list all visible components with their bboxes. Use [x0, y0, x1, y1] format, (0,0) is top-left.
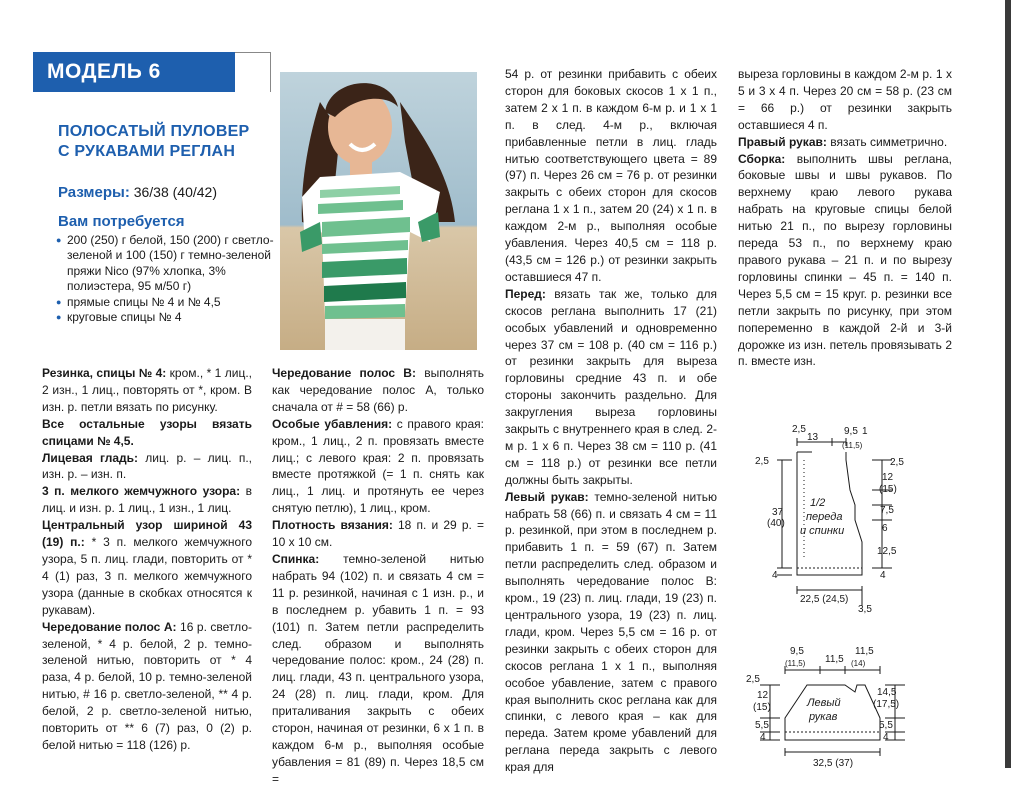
paragraph — [738, 134, 952, 151]
paragraph-text: в лиц. и изн. р. 1 лиц., 1 изн., 1 лиц. — [42, 484, 252, 516]
text-column-4 — [738, 66, 952, 370]
paragraph — [272, 365, 484, 416]
materials-item: ● прямые спицы № 4 и № 4,5 — [56, 295, 278, 310]
dim-label: 2,5 — [755, 456, 769, 467]
dim-label: 11,5 — [825, 654, 844, 665]
paragraph-heading: Перед: — [505, 286, 546, 301]
sizes — [58, 184, 217, 201]
dim-label: 2,5 — [746, 674, 760, 685]
dim-label: 13 — [807, 432, 819, 443]
paragraph — [42, 416, 252, 450]
paragraph-heading: Лицевая гладь: — [42, 450, 138, 465]
dim-label: 1 — [862, 426, 868, 437]
dim-label: (15) — [879, 484, 897, 495]
dim-label: 37 — [772, 507, 784, 518]
paragraph-heading: Сборка: — [738, 151, 786, 166]
dim-label: 12,5 — [877, 546, 897, 557]
paragraph — [505, 66, 717, 286]
dim-label: 12 — [882, 472, 894, 483]
page-edge — [1005, 0, 1011, 768]
dim-label: 14,5 — [877, 687, 897, 698]
paragraph-heading: Центральный узор шириной 43 (19) п.: — [42, 518, 252, 550]
pattern-title — [58, 122, 268, 162]
paragraph-text: темно-зеленой нитью набрать 58 (66) п. и связать 4 см = 11 р. резинкой, при этом в последнем р. прибавить 1 п. = 59 (67) п. Затем петли распределить след. образом и выполнять чередование полос В: кром., 19 (23) п. лиц. глади, 19 (23) п. центрального узора, 19 (23) п. лиц. глади, кром. Через 5,5 см = 16 р. от резинки закрыть с обеих сторон для скосов реглана 1 х 1 п., выполняя особое убавление, затем с правого края выполнить скос реглана как для спинки, с левого края – как для переда. Затем кроме убавлений для реглана переда закрыть с левого края для — [505, 489, 717, 775]
dim-label: 4 — [883, 732, 889, 743]
piece-label: 1/2 — [810, 497, 826, 509]
paragraph-text: вязать так же, только для скосов реглана выполнить 17 (21) особых убавлений и одновременно через 37 см = 108 р. (40 см = 116 р.) от резинки закрыть для выреза горловины средние 43 п. и обе стороны закончить раздельно. Для закругления выреза горловины закрыть с внутреннего края в след. 2-м р. 1 х 6 п. Через 38 см = 110 р. (41 см = 118 р.) от резинки все петли должны быть закрыты. — [505, 286, 717, 487]
model-photo — [280, 72, 477, 350]
dim-label: 11,5 — [855, 646, 874, 657]
paragraph-text: * 3 п. мелкого жемчужного узора, 5 п. лиц. глади, повторить от * 4 (1) раз, 3 п. мелкого жемчужного узора (данные в скобках относятся к рукавам). — [42, 535, 252, 617]
paragraph — [42, 517, 252, 618]
paragraph-heading: Правый рукав: — [738, 134, 827, 149]
piece-label: и спинки — [800, 525, 845, 537]
paragraph-text: вязать симметрично. — [826, 134, 948, 149]
piece-label: Левый — [807, 697, 841, 709]
paragraph-text: выполнять как чередование полос А, только сначала от # = 58 (66) р. — [272, 366, 485, 414]
dim-label: (17,5) — [873, 699, 900, 710]
dim-label: 9,5 — [790, 646, 804, 657]
text-column-3 — [505, 66, 717, 776]
paragraph — [505, 286, 717, 489]
dim-label: 22,5 (24,5) — [800, 594, 849, 605]
dim-label: (14) — [851, 659, 866, 668]
dim-label: 6 — [882, 523, 888, 534]
dim-label: 2,5 — [890, 457, 904, 468]
text-column-1 — [42, 365, 252, 754]
paragraph — [738, 151, 952, 371]
materials-item: ● круговые спицы № 4 — [56, 310, 278, 325]
paragraph — [42, 483, 252, 517]
materials-list — [56, 233, 278, 325]
paragraph-heading: Левый рукав: — [505, 489, 589, 504]
paragraph-text: 16 р. светло-зеленой, * 4 р. белой, 2 р. темно-зеленой нитью, повторить от * 4 раза, 4 р. белой, 10 р. темно-зеленой нитью, # 16 р. светло-зеленой, ** 4 р. белой, 2 р. светло-зеленой нитью, повторить от ** 6 (7) раз, 0 (2) р. белой нитью = 118 (126) р. — [42, 619, 252, 752]
materials-heading: Вам потребуется — [58, 213, 185, 230]
paragraph-text: темно-зеленой нитью набрать 94 (102) п. и связать 4 см = 11 р. резинкой, начиная с 1 изн. р., и в последнем р. убавить 1 п. = 93 (101) п. Затем петли распределить след. образом и выполнять чередование полос: кром., 24 (28) п. лиц. глади, 43 п. центрального узора, 24 (28) п. лиц. глади, кром. Для приталивания закрыть с обеих сторон, начиная от резинки, 6 х 1 п. в каждом 6-м р., выполняя особые убавления = 81 (89) п. Через 18,5 см = — [272, 551, 484, 786]
paragraph-heading: Все остальные узоры вязать спицами № 4,5. — [42, 416, 252, 448]
materials-item: ● 200 (250) г белой, 150 (200) г светло-зеленой и 100 (150) г темно-зеленой пряжи Nico (97% хлопка, 3% полиэстера, 95 м/50 г) — [56, 233, 278, 295]
dim-label: 4 — [760, 732, 766, 743]
dim-label: 5,5 — [879, 720, 893, 731]
title-line: С РУКАВАМИ РЕГЛАН — [58, 143, 236, 160]
dim-label: 32,5 (37) — [813, 758, 854, 768]
dim-label: (11,5) — [785, 659, 806, 668]
model-header: МОДЕЛЬ 6 — [33, 52, 235, 92]
paragraph-text: с правого края: кром., 1 лиц., 2 п. провязать вместе лиц.; с левого края: 2 п. провязать вместе протяжкой (= 1 п. снять как лиц., 1 лиц. и протянуть ее через снятую петлю), 1 лиц., кром. — [272, 416, 484, 516]
dim-label: 9,5 — [844, 426, 858, 437]
dim-label: 4 — [880, 570, 886, 581]
paragraph-heading: Плотность вязания: — [272, 518, 393, 533]
paragraph — [42, 365, 252, 416]
paragraph-text: кром., * 1 лиц., 2 изн., 1 лиц., повторять от *, кром. В изн. р. петли вязать по рисунку. — [42, 366, 252, 414]
paragraph-heading: Чередование полос В: — [272, 366, 416, 380]
model-photo-illustration — [280, 72, 477, 350]
paragraph — [42, 450, 252, 484]
front-back-schematic — [752, 420, 912, 615]
title-line: ПОЛОСАТЫЙ ПУЛОВЕР — [58, 123, 250, 140]
paragraph — [42, 619, 252, 754]
piece-label: рукав — [809, 711, 838, 723]
paragraph — [272, 416, 484, 517]
paragraph — [505, 489, 717, 776]
dim-label: 3,5 — [858, 604, 872, 615]
paragraph — [272, 551, 484, 788]
sizes-value: 36/38 (40/42) — [133, 184, 218, 200]
paragraph — [738, 66, 952, 134]
left-sleeve-schematic — [745, 640, 915, 768]
dim-label: (40) — [767, 518, 785, 529]
paragraph-text: выреза горловины в каждом 2-м р. 1 х 5 и 3 х 4 п. Через 20 см = 58 р. (23 см = 66 р.) от резинки закрыть оставшиеся 4 п. — [738, 67, 952, 132]
dim-label: 4 — [772, 570, 778, 581]
dim-label: 12 — [757, 690, 769, 701]
paragraph-heading: Спинка: — [272, 551, 320, 566]
paragraph-text: лиц. р. – лиц. п., изн. р. – изн. п. — [42, 450, 253, 482]
piece-label: переда — [806, 511, 843, 523]
paragraph — [272, 517, 484, 551]
paragraph-text: 18 п. и 29 р. = 10 х 10 см. — [272, 518, 484, 550]
sizes-label: Размеры: — [58, 184, 130, 201]
dim-label: 2,5 — [792, 424, 806, 435]
paragraph-heading: Особые убавления: — [272, 416, 393, 431]
header-divider — [235, 52, 271, 92]
text-column-2 — [272, 365, 484, 788]
dim-label: (15) — [753, 702, 771, 713]
paragraph-heading: Резинка, спицы № 4: — [42, 366, 167, 380]
dim-label: 5,5 — [755, 720, 769, 731]
paragraph-text: выполнить швы реглана, боковые швы и швы рукавов. По верхнему краю левого рукава набрать на круговые спицы белой нитью 21 п., по вырезу горловины переда 53 п., по верхнему краю правого рукава – 21 п. и по вырезу горловины спинки – 45 п. = 140 п. Через 5,5 см = 15 круг. р. резинки все петли закрыть по рисунку, при этом попеременно в каждой 2-й и 3-й дорожке из изн. петель провязывать 2 п. вместе изн. — [738, 151, 952, 369]
paragraph-heading: Чередование полос А: — [42, 619, 177, 634]
dim-label: 7,5 — [880, 505, 894, 516]
dim-label: (11,5) — [842, 441, 863, 450]
paragraph-text: 54 р. от резинки прибавить с обеих сторон для боковых скосов 1 х 1 п., затем 2 х 1 п. в каждом 6-м р. и 1 х 1 п. в след. 4-м р., включая прибавленные петли в лиц. гладь нитью соответствующего цвета = 89 (97) п. Через 26 см = 76 р. от резинки закрыть с обеих сторон для скосов реглана 1 х 1 п., затем 20 (24) х 1 п. в каждом 2-м р., выполняя особые убавления. Через 40,5 см = 118 р. (43,5 см = 126 р.) от резинки закрыть оставшиеся 47 п. — [505, 67, 717, 284]
paragraph-heading: 3 п. мелкого жемчужного узора: — [42, 484, 241, 499]
